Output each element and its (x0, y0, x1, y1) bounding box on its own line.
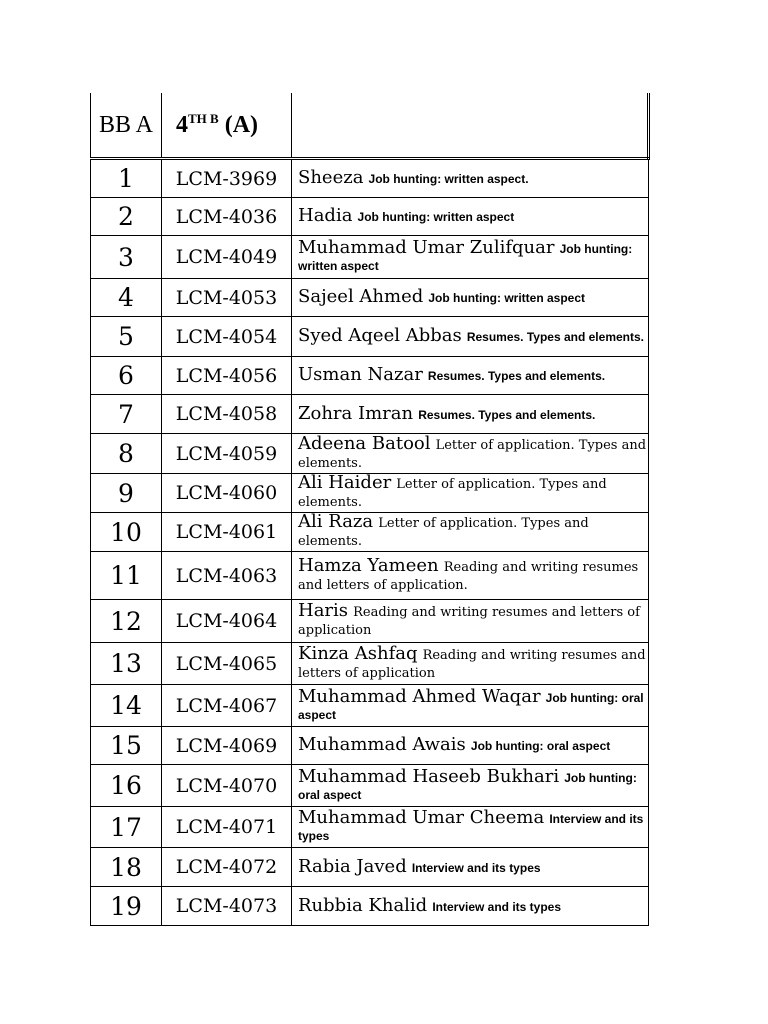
student-name: Muhammad Haseeb Bukhari (298, 765, 560, 787)
presentation-topic: Reading and writing resumes and letters of application (298, 647, 646, 681)
student-entry (292, 685, 649, 727)
row-number: 18 (91, 848, 162, 887)
table-row (91, 198, 649, 236)
row-number: 1 (91, 159, 162, 198)
presentation-topic: Reading and writing resumes and letters of application. (298, 559, 639, 593)
student-code: LCM-4054 (162, 317, 292, 357)
student-name: Haris (298, 600, 349, 621)
table-row (91, 236, 649, 279)
table-row (91, 474, 649, 513)
table-row (91, 848, 649, 887)
student-name: Adeena Batool (298, 432, 431, 454)
student-entry (292, 357, 649, 395)
table-row (91, 357, 649, 395)
student-entry (292, 887, 649, 926)
table-row (91, 807, 649, 848)
student-code: LCM-4065 (162, 643, 292, 685)
student-entry (292, 434, 649, 474)
student-entry (292, 600, 649, 643)
row-number: 14 (91, 685, 162, 727)
student-code: LCM-4063 (162, 552, 292, 600)
row-number: 5 (91, 317, 162, 357)
student-entry (292, 848, 649, 887)
presentation-topic: Letter of application. Types and elements. (298, 477, 607, 510)
student-name: Hadia (298, 205, 353, 226)
header-row (91, 93, 649, 159)
table-row (91, 643, 649, 685)
student-entry (292, 159, 649, 198)
row-number: 2 (91, 198, 162, 236)
presentation-topic: Resumes. Types and elements. (466, 330, 644, 344)
table-row (91, 727, 649, 765)
student-code: LCM-3969 (162, 159, 292, 198)
student-name: Muhammad Umar Zulifquar (298, 237, 555, 258)
row-number: 17 (91, 807, 162, 848)
student-name: Syed Aqeel Abbas (298, 325, 462, 346)
student-entry (292, 765, 649, 807)
student-code: LCM-4056 (162, 357, 292, 395)
student-entry (292, 643, 649, 685)
student-entry (292, 513, 649, 552)
student-name: Usman Nazar (298, 364, 423, 385)
row-number: 13 (91, 643, 162, 685)
student-entry (292, 727, 649, 765)
presentation-topic: Reading and writing resumes and letters of application (298, 605, 640, 638)
presentation-topic: Job hunting: written aspect (428, 291, 586, 305)
row-number: 19 (91, 887, 162, 926)
table-row (91, 279, 649, 317)
row-number: 16 (91, 765, 162, 807)
table-row (91, 317, 649, 357)
table-row (91, 765, 649, 807)
student-name: Muhammad Ahmed Waqar (298, 685, 541, 707)
presentation-topic: Job hunting: oral aspect (298, 690, 644, 722)
row-number: 15 (91, 727, 162, 765)
table-row (91, 395, 649, 434)
header-section-tail: (A) (218, 112, 259, 138)
student-entry (292, 317, 649, 357)
student-entry (292, 279, 649, 317)
student-name: Rubbia Khalid (298, 894, 428, 916)
student-code: LCM-4049 (162, 236, 292, 279)
presentation-topic: Interview and its types (411, 860, 541, 875)
presentation-topic: Letter of application. Types and elements. (298, 437, 647, 471)
row-number: 12 (91, 600, 162, 643)
table-row (91, 552, 649, 600)
row-number: 6 (91, 357, 162, 395)
table-row (91, 159, 649, 198)
student-name: Muhammad Umar Cheema (298, 807, 545, 828)
presentation-topic: Job hunting: written aspect (357, 210, 515, 224)
student-code: LCM-4072 (162, 848, 292, 887)
header-program (91, 93, 162, 159)
row-number: 8 (91, 434, 162, 474)
student-name: Hamza Yameen (298, 554, 439, 576)
student-name: Kinza Ashfaq (298, 642, 418, 664)
student-code: LCM-4061 (162, 513, 292, 552)
student-code: LCM-4073 (162, 887, 292, 926)
row-number: 3 (91, 236, 162, 279)
row-number: 7 (91, 395, 162, 434)
student-entry (292, 395, 649, 434)
student-code: LCM-4059 (162, 434, 292, 474)
header-section-number: 4 (176, 112, 188, 138)
student-code: LCM-4070 (162, 765, 292, 807)
student-name: Muhammad Awais (298, 734, 466, 755)
student-entry (292, 236, 649, 279)
student-name: Rabia Javed (298, 855, 407, 877)
table-row (91, 600, 649, 643)
student-name: Ali Raza (298, 511, 374, 532)
table-row (91, 434, 649, 474)
student-code: LCM-4053 (162, 279, 292, 317)
presentation-topic: Resumes. Types and elements. (427, 369, 606, 383)
student-name: Zohra Imran (298, 402, 414, 424)
roster-body (91, 159, 649, 926)
table-row (91, 513, 649, 552)
student-entry (292, 474, 649, 513)
header-section (162, 93, 292, 159)
row-number: 9 (91, 474, 162, 513)
student-code: LCM-4036 (162, 198, 292, 236)
roster-table (90, 93, 650, 926)
student-entry (292, 552, 649, 600)
presentation-topic: Letter of application. Types and elements. (298, 516, 589, 549)
header-blank (292, 93, 649, 159)
header-program-text: BB A (98, 112, 154, 138)
student-code: LCM-4069 (162, 727, 292, 765)
student-code: LCM-4058 (162, 395, 292, 434)
presentation-topic: Resumes. Types and elements. (418, 407, 596, 422)
student-name: Sheeza (298, 167, 364, 188)
header-section-sup: TH B (188, 111, 219, 126)
row-number: 10 (91, 513, 162, 552)
student-code: LCM-4071 (162, 807, 292, 848)
row-number: 11 (91, 552, 162, 600)
presentation-topic: Interview and its types (298, 812, 644, 843)
student-name: Sajeel Ahmed (298, 286, 424, 307)
presentation-topic: Job hunting: written aspect. (368, 172, 529, 186)
student-name: Ali Haider (298, 472, 392, 493)
student-code: LCM-4067 (162, 685, 292, 727)
student-entry (292, 807, 649, 848)
presentation-topic: Job hunting: oral aspect (470, 739, 611, 753)
presentation-topic: Job hunting: oral aspect (298, 770, 637, 802)
presentation-topic: Interview and its types (432, 899, 562, 914)
row-number: 4 (91, 279, 162, 317)
presentation-topic: Job hunting: written aspect (298, 242, 633, 273)
student-code: LCM-4060 (162, 474, 292, 513)
student-entry (292, 198, 649, 236)
student-code: LCM-4064 (162, 600, 292, 643)
table-row (91, 685, 649, 727)
table-row (91, 887, 649, 926)
